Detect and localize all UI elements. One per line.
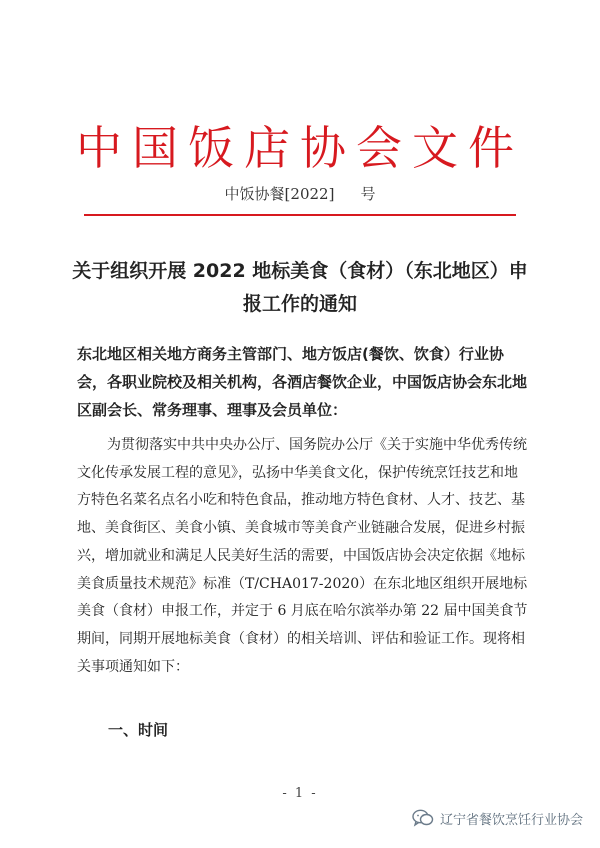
page-number: - 1 - (282, 786, 318, 801)
body-paragraph (77, 432, 529, 681)
watermark-text: 辽宁省餐饮烹饪行业协会 (440, 812, 584, 828)
document-number (0, 183, 600, 204)
body-text: 为贯彻落实中共中央办公厅、国务院办公厅《关于实施中华优秀传统文化传承发展工程的意见》，弘扬中华美食文化，保护传统烹饪技艺和地方特色名菜名点名小吃和特色食品，推动地方特色食材、人才、技艺、基地、美食街区、美食小镇、美食城市等美食产业链融合发展，促进乡村振兴，增加就业和满足人民美好生活的需要，中国饭店协会决定依据《地标美食质量技术规范》标准（T/CHA017-2020）在东北地区组织开展地标美食（食材）申报工作，并定于 6 月底在哈尔滨举办第 22 届中国美食节期间，同期开展地标美食（食材）的相关培训、评估和验证工作。现将相关事项通知如下： (77, 437, 528, 675)
notice-title: 关于组织开展 2022 地标美食（食材）（东北地区）申报工作的通知 (72, 260, 528, 315)
org-header-title: 中国饭店协会文件 (76, 121, 524, 175)
red-divider-line (84, 214, 516, 216)
document-number-suffix: 号 (360, 185, 376, 203)
watermark (412, 806, 583, 830)
section-heading-time: 一、时间 (108, 721, 169, 739)
salutation-paragraph: 东北地区相关地方商务主管部门、地方饭店(餐饮、饮食）行业协会，各职业院校及相关机构，各酒店餐饮企业，中国饭店协会东北地区副会长、常务理事、理事及会员单位： (77, 345, 528, 419)
document-number-prefix: 中饭协餐[2022] (224, 185, 335, 203)
wechat-icon (412, 809, 434, 827)
